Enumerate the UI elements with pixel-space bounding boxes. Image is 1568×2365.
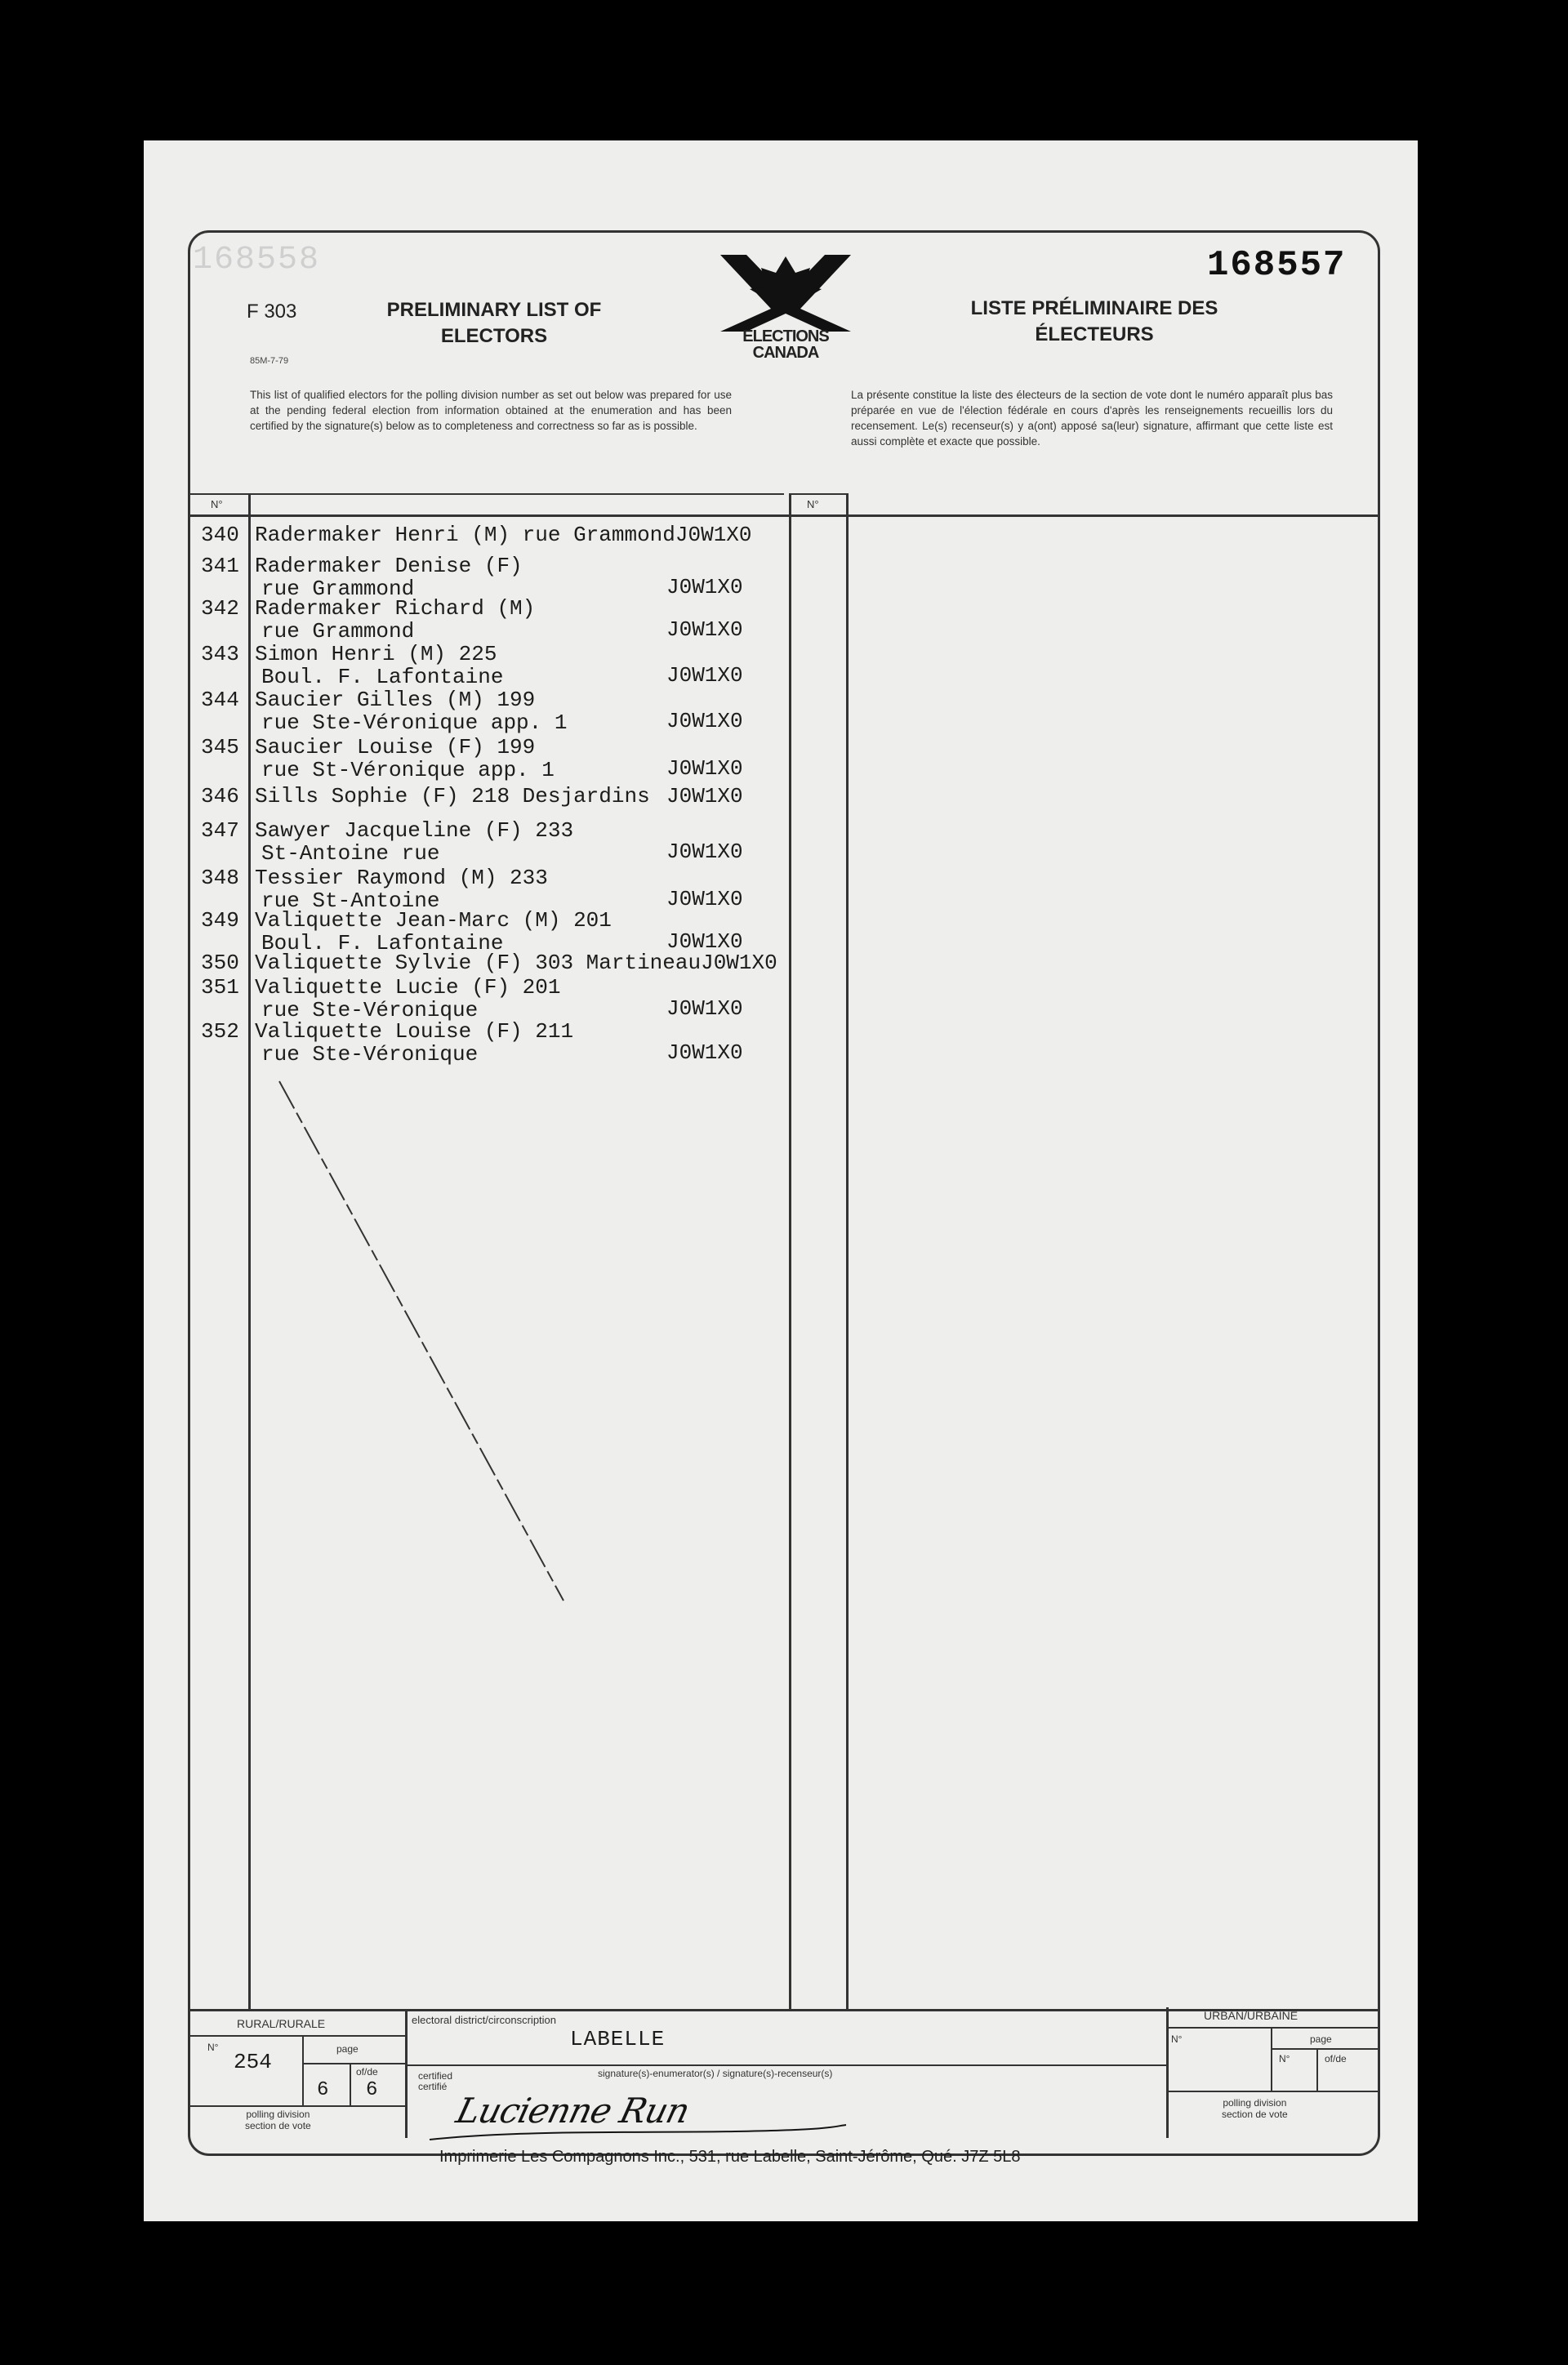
elector-address-line: St-Antoine rue (261, 841, 440, 866)
elector-name-line: Radermaker Richard (M) (255, 596, 536, 621)
enumerator-signature: Lucienne Run (452, 2091, 693, 2131)
elections-canada-logo (704, 250, 867, 364)
elector-number: 342 (201, 596, 239, 621)
of-label: of/de (356, 2066, 378, 2078)
elector-postal-code: J0W1X0 (666, 709, 743, 733)
title-fr (923, 296, 1266, 348)
polling-division-label-en: polling division (246, 2109, 310, 2120)
certified-label-en: certified (418, 2070, 453, 2082)
urban-page-box-vert (1316, 2048, 1318, 2091)
elector-address-line: rue Grammond (261, 619, 415, 644)
elector-number: 352 (201, 1019, 239, 1044)
elector-name-line: Sawyer Jacqueline (F) 233 (255, 818, 574, 843)
elector-name-line: Tessier Raymond (M) 233 (255, 866, 548, 890)
elector-address-line: Boul. F. Lafontaine (261, 931, 504, 955)
district-name: LABELLE (570, 2027, 666, 2051)
printer-line: Imprimerie Les Compagnons Inc., 531, rue Labelle, Saint-Jérôme, Qué. J7Z 5L8 (439, 2148, 1021, 2166)
elector-name-line: Sills Sophie (F) 218 Desjardins (255, 784, 650, 808)
elector-number: 344 (201, 688, 239, 712)
elector-address-line: rue Ste-Véronique (261, 1042, 479, 1067)
elector-number: 349 (201, 908, 239, 933)
elector-name-line: Saucier Gilles (M) 199 (255, 688, 536, 712)
title-en-line1: PRELIMINARY LIST OF (386, 299, 602, 321)
certified-label-fr: certifié (418, 2081, 448, 2092)
elector-name-line: Saucier Louise (F) 199 (255, 735, 536, 759)
urban-label: URBAN/URBAINE (1204, 2009, 1298, 2022)
urban-rule (1166, 2027, 1379, 2029)
elector-number: 345 (201, 735, 239, 759)
table-header-rule (189, 514, 1379, 517)
urban-box-vert (1271, 2029, 1272, 2091)
print-code: 85M-7-79 (250, 356, 289, 366)
signature-underline (425, 2115, 849, 2148)
x-maple-leaf-icon (704, 250, 867, 332)
elector-name-line: Radermaker Denise (F) (255, 554, 523, 578)
elector-number: 346 (201, 784, 239, 808)
rural-box-vert (302, 2037, 304, 2105)
elector-number: 351 (201, 975, 239, 1000)
elector-number: 347 (201, 818, 239, 843)
polling-division-label (245, 2109, 311, 2131)
col-divider-1 (248, 493, 251, 2009)
page-box-vert (350, 2063, 351, 2105)
elector-postal-code: J0W1X0 (666, 756, 743, 781)
elector-address-line: rue St-Véronique app. 1 (261, 758, 555, 782)
urban-page-label: page (1310, 2033, 1332, 2045)
signature-label: signature(s)-enumerator(s) / signature(s)-recenseur(s) (598, 2068, 833, 2079)
elector-name-line: Valiquette Jean-Marc (M) 201 (255, 908, 612, 933)
elector-name-line: Radermaker Henri (M) rue GrammondJ0W1X0 (255, 523, 752, 547)
elector-postal-code: J0W1X0 (666, 575, 743, 599)
elector-postal-code: J0W1X0 (666, 617, 743, 642)
serial-number: 168557 (1207, 245, 1347, 286)
rural-no-label: N° (207, 2042, 219, 2053)
urban-no-label: N° (1171, 2033, 1183, 2045)
urban-no-label-2: N° (1279, 2053, 1290, 2064)
rural-bottom-rule (189, 2105, 405, 2107)
elector-address-line: rue St-Antoine (261, 889, 440, 913)
logo-text (704, 328, 867, 361)
elector-postal-code: J0W1X0 (666, 1040, 743, 1065)
elector-postal-code: J0W1X0 (666, 996, 743, 1021)
elector-name-line: Valiquette Lucie (F) 201 (255, 975, 561, 1000)
elector-name-line: Valiquette Louise (F) 211 (255, 1019, 574, 1044)
elector-postal-code: J0W1X0 (666, 929, 743, 954)
urban-page-rule (1271, 2048, 1379, 2050)
district-label: electoral district/circonscription (412, 2014, 557, 2026)
elector-postal-code: J0W1X0 (666, 663, 743, 688)
district-rule (405, 2064, 1168, 2066)
col-header-no-left: N° (211, 498, 223, 510)
elector-postal-code: J0W1X0 (666, 840, 743, 864)
urban-bottom-rule (1166, 2091, 1379, 2092)
stamped-number-top: 168558 (193, 242, 321, 278)
urban-polling-label (1222, 2097, 1288, 2120)
elector-address-line: Boul. F. Lafontaine (261, 665, 504, 689)
elector-number: 343 (201, 642, 239, 666)
title-en (351, 297, 637, 350)
elector-number: 348 (201, 866, 239, 890)
table-top-rule (189, 493, 784, 495)
rural-rule (189, 2035, 405, 2037)
rural-label: RURAL/RURALE (237, 2017, 326, 2030)
elector-address-line: rue Ste-Véronique app. 1 (261, 710, 568, 735)
page-number: 6 (317, 2079, 329, 2101)
logo-text-line2: CANADA (752, 344, 819, 362)
elector-address-line: rue Grammond (261, 577, 415, 601)
urban-of-label: of/de (1325, 2053, 1347, 2064)
polling-division-label-fr: section de vote (245, 2120, 311, 2131)
certified-label (418, 2071, 452, 2092)
col-divider-3 (846, 493, 849, 2009)
elector-name-line: Valiquette Sylvie (F) 303 MartineauJ0W1X0 (255, 951, 777, 975)
footer-top-rule (189, 2009, 1379, 2011)
cancellation-line (270, 1078, 580, 1617)
elector-number: 340 (201, 523, 239, 547)
intro-en: This list of qualified electors for the polling division number as set out below was prepared for use at the pending federal election from information obtained at the enumeration and has been certified by the signature(s) below as to completeness and correctness so far as is possible. (250, 389, 732, 432)
col-header-no-right: N° (807, 498, 819, 510)
urban-polling-label-fr: section de vote (1222, 2109, 1288, 2120)
elector-number: 350 (201, 951, 239, 975)
header-box-left (789, 493, 848, 495)
title-fr-line1: LISTE PRÉLIMINAIRE DES (970, 297, 1218, 319)
urban-polling-label-en: polling division (1223, 2097, 1287, 2109)
form-code: F 303 (247, 301, 297, 323)
elector-postal-code: J0W1X0 (666, 784, 743, 808)
logo-text-line1: ELECTIONS (742, 327, 829, 345)
elector-number: 341 (201, 554, 239, 578)
title-en-line2: ELECTORS (440, 325, 548, 347)
elector-address-line: rue Ste-Véronique (261, 998, 479, 1022)
title-fr-line2: ÉLECTEURS (1035, 323, 1154, 345)
page-label: page (336, 2043, 359, 2055)
col-divider-2 (789, 493, 791, 2009)
footer-rural-rule (405, 2011, 408, 2138)
page-total: 6 (366, 2079, 378, 2101)
page-rule (302, 2063, 405, 2064)
elector-name-line: Simon Henri (M) 225 (255, 642, 497, 666)
polling-number: 254 (234, 2050, 272, 2074)
intro-fr: La présente constitue la liste des électeurs de la section de vote dont le numéro apparaît plus bas préparée en vue de l'élection fédérale en cours d'après les renseignements recueillis lors du recensement. Le(s) recenseur(s) y a(ont) apposé sa(leur) signature, affirmant que cette liste est aussi complète et exacte que possible. (851, 389, 1333, 448)
elector-postal-code: J0W1X0 (666, 887, 743, 911)
